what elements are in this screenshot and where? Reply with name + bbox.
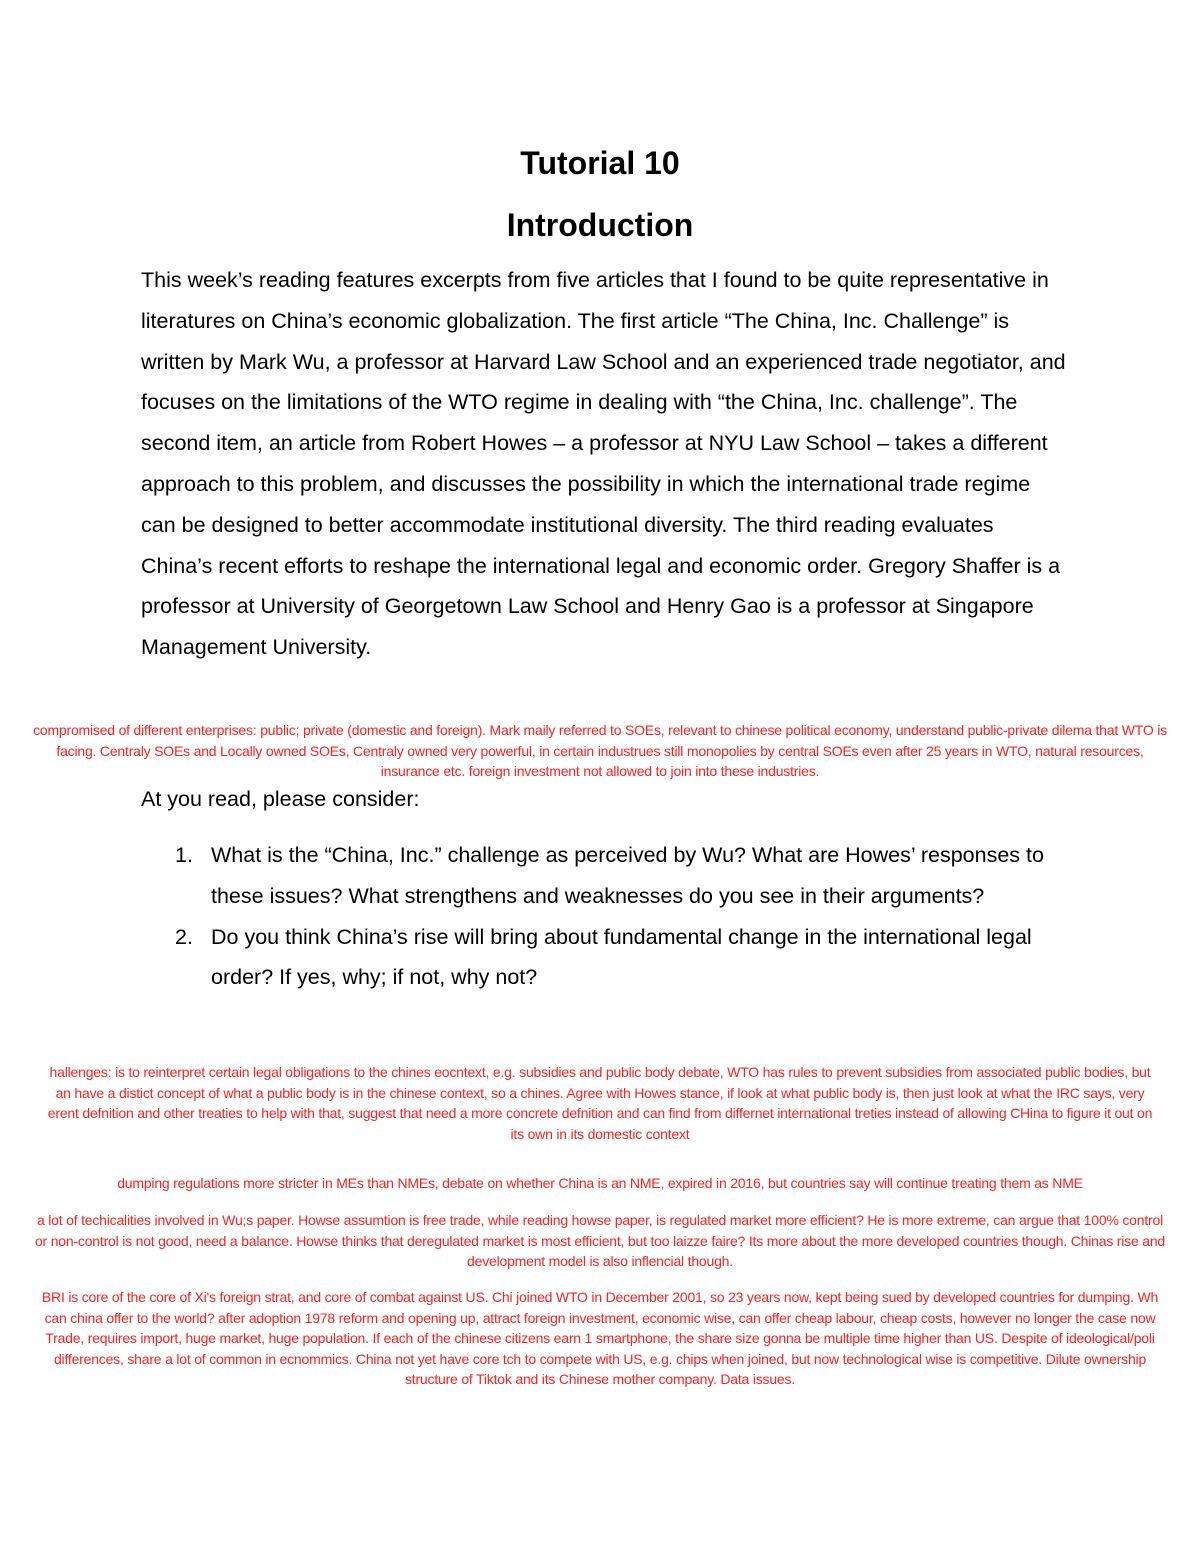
note-line: an have a distict concept of what a public body is in the chinese context, so a chines. Agree with Howes stance, if look at what public body is, then just look at what the IRC says, very	[55, 1084, 1145, 1101]
question-item	[175, 835, 1075, 917]
note-line: BRI is core of the core of Xi's foreign strat, and core of combat against US. Chi joined WTO in December 2001, so 23 years now, kept being sued by developed countries for dumping. Wh	[41, 1289, 1159, 1305]
note-line: or non-control is not good, need a balance. Howse thinks that deregulated market is most efficient, but too laizze faire? Its more about the more developed countries though. Chinas rise and	[34, 1232, 1166, 1249]
document-title: Tutorial 10	[520, 145, 680, 181]
note-line: dumping regulations more stricter in MEs than NMEs, debate on whether China is an NME, expired in 2016, but countries say will continue treating them as NME	[117, 1175, 1083, 1191]
question-item	[175, 917, 1075, 999]
question-number: 1.	[175, 843, 193, 867]
note-line: structure of Tiktok and its Chinese mother company. Data issues.	[404, 1371, 795, 1387]
question-text: Do you think China’s rise will bring about fundamental change in the international legal order? If yes, why; if not, why not?	[211, 924, 1032, 990]
note-line: development model is also inflencial though.	[467, 1253, 733, 1269]
note-line: facing. Centraly SOEs and Locally owned SOEs, Centraly owned very powerful, in certain industrues still monopolies by central SOEs even after 25 years in WTO, natural resources,	[56, 742, 1144, 759]
handwritten-note-soes	[0, 720, 1200, 782]
note-line: insurance etc. foreign investment not allowed to join into these industries.	[380, 763, 820, 779]
question-list	[175, 835, 1075, 998]
note-line: its own in its domestic context	[510, 1125, 690, 1142]
handwritten-note-technicalities	[0, 1210, 1200, 1272]
question-text: What is the “China, Inc.” challenge as perceived by Wu? What are Howes’ responses to these issues? What strengthens and weaknesses do you see in their arguments?	[211, 843, 1044, 908]
intro-paragraph: This week’s reading features excerpts from five articles that I found to be quite representative in literatures on China’s economic globalization. The first article “The China, Inc. Challenge” is written by Mark Wu, a professor at Harvard Law School and an experienced trade negotiator, and focuses on the limitations of the WTO regime in dealing with “the China, Inc. challenge”. The second item, an article from Robert Howes – a professor at NYU Law School – takes a different approach to this problem, and discusses the possibility in which the international trade regime can be designed to better accommodate institutional diversity. The third reading evaluates China’s recent efforts to reshape the international legal and economic order. Gregory Shaffer is a professor at University of Georgetown Law School and Henry Gao is a professor at Singapore Management University.	[141, 268, 1066, 660]
note-line: a lot of techicalities involved in Wu;s paper. Howse assumtion is free trade, while reading howse paper, is regulated market more efficient? He is more extreme, can argue that 100% control	[36, 1212, 1164, 1228]
question-number: 2.	[175, 924, 193, 949]
note-line: Trade, requires import, huge market, huge population. If each of the chinese citizens earn 1 smartphone, the share size gonna be multiple time higher than US. Despite of ideological/poli	[45, 1330, 1155, 1346]
note-line: compromised of different enterprises: public; private (domestic and foreign). Mark maily referred to SOEs, relevant to chinese political economy, understand public-private dilema that WTO is	[33, 722, 1167, 738]
handwritten-note-dumping	[0, 1173, 1200, 1194]
section-heading: Introduction	[506, 207, 694, 243]
note-line: differences, share a lot of common in ecnommics. China not yet have core tch to compete with US, e.g. chips when joined, but now technological wise is competitive. Dilute ownership	[53, 1350, 1147, 1367]
note-line: can china offer to the world? after adoption 1978 reform and opening up, attract foreign investment, economic wise, can offer cheap labour, cheap costs, however no longer the case now	[44, 1309, 1156, 1326]
note-line: erent defnition and other treaties to help with that, suggest that need a more concrete defnition and can find from differnet international treties instead of allowing CHina to figure it out on	[47, 1105, 1153, 1121]
handwritten-note-bri	[0, 1287, 1200, 1390]
consider-heading: At you read, please consider:	[141, 787, 420, 811]
note-line: hallenges: is to reinterpret certain legal obligations to the chines eocntext, e.g. subsidies and public body debate, WTO has rules to prevent subsidies from associated public bodies, but	[49, 1064, 1151, 1080]
handwritten-note-challenges	[0, 1062, 1200, 1144]
